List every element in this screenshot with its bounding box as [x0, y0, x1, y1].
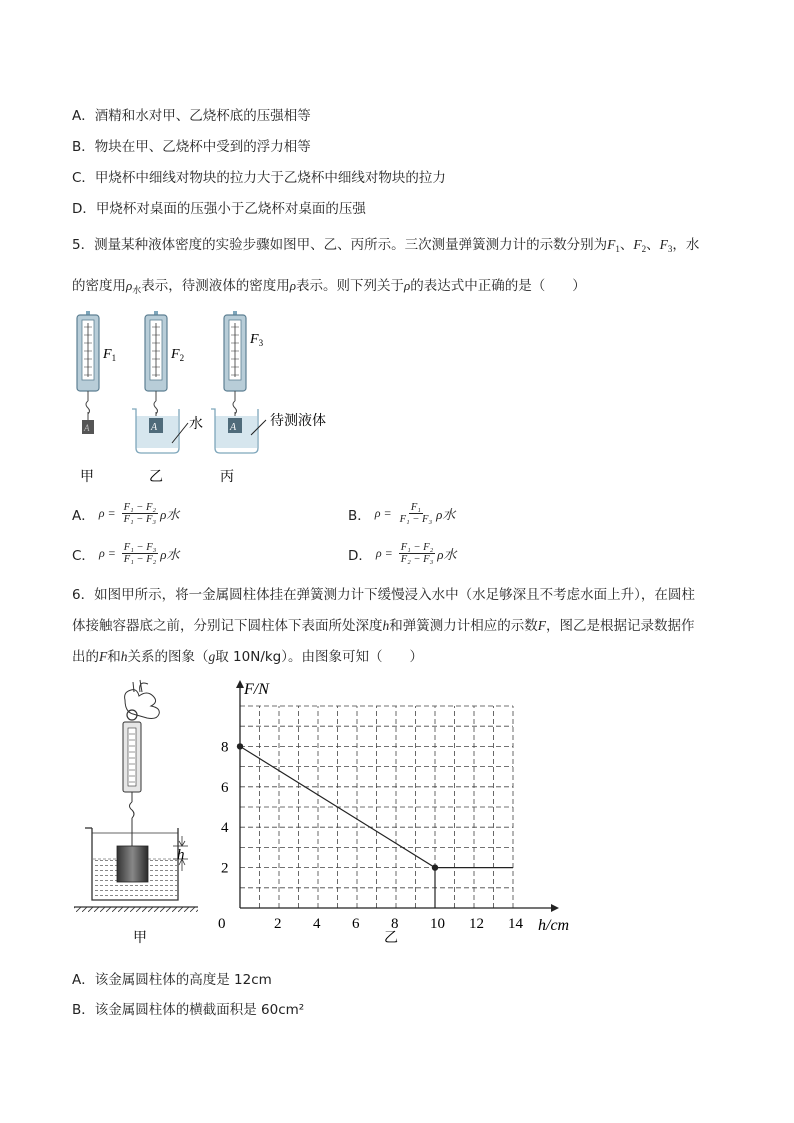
- chart-grid: [240, 706, 513, 908]
- data-point: [237, 743, 243, 749]
- y-tick-label: 8: [221, 739, 229, 756]
- chart-axes: [236, 680, 559, 912]
- h-label: h: [177, 847, 185, 863]
- q6-option-a: A．该金属圆柱体的高度是 12cm: [72, 972, 272, 988]
- label-f2: $F_2$: [171, 347, 185, 363]
- x-axis-arrow: [551, 904, 559, 912]
- x-tick-label: 10: [430, 916, 445, 932]
- x-tick-label: 14: [508, 916, 523, 932]
- label-water: 水: [189, 417, 203, 432]
- q6-chart: [212, 681, 570, 948]
- q4-option-d: D．甲烧杯对桌面的压强小于乙烧杯对桌面的压强: [72, 201, 366, 217]
- label-jia: 甲: [80, 470, 94, 485]
- q6-figure-jia: [70, 678, 210, 948]
- q4-option-c: C．甲烧杯中细线对物块的拉力大于乙烧杯中细线对物块的拉力: [72, 170, 446, 186]
- q5-option-c: C． ρ = $\frac{\text{F₁ − F₃}}{\text{F₁ − F₂}}$ ρ水: [72, 542, 180, 565]
- q6-stem-line2: 体接触容器底之前，分别记下圆柱体下表面所处深度h和弹簧测力计相应的示数F，图乙是根据记录数据作: [72, 618, 695, 634]
- spring-scale-yi: [145, 311, 167, 414]
- x-tick-label: 4: [313, 916, 321, 932]
- q5-option-b: B． ρ = $\frac{\text{F₁}}{\text{F₁ − F₃}}$ ρ水: [348, 502, 456, 525]
- x-tick-label: 12: [469, 916, 484, 932]
- y-axis-arrow: [236, 680, 244, 688]
- chart-ticks: [218, 739, 524, 932]
- chart-series: [237, 743, 513, 908]
- q5-option-a: A． ρ = $\frac{\text{F₁ − F₂}}{\text{F₁ − F₃}}$ ρ水: [72, 502, 180, 525]
- label-f3: $F_3$: [250, 332, 264, 348]
- spring-scale-jia: [77, 311, 99, 414]
- q5-figure: [60, 305, 360, 490]
- svg-text:A: A: [230, 422, 237, 433]
- x-tick-label: 6: [352, 916, 360, 932]
- metal-cylinder: [117, 846, 148, 882]
- q5-option-d: D． ρ = $\frac{\text{F₁ − F₂}}{\text{F₂ − F₃}}$ ρ水: [348, 542, 457, 565]
- chart-ylabel: F/N: [244, 681, 269, 698]
- y-tick-label: 6: [221, 779, 229, 796]
- hand-icon: [125, 690, 160, 719]
- x-tick-label: 8: [391, 916, 399, 932]
- data-point: [432, 864, 438, 870]
- chart-xlabel: h/cm: [538, 917, 570, 934]
- q6-stem-line1: 6．如图甲所示，将一金属圆柱体挂在弹簧测力计下缓慢浸入水中（水足够深且不考虑水面上升），在圆柱: [72, 587, 695, 603]
- q6-stem-line3: 出的F和h关系的图象（g取 10N/kg）。由图象可知（ ）: [72, 649, 424, 665]
- q4-option-a: A．酒精和水对甲、乙烧杯底的压强相等: [72, 108, 311, 124]
- svg-text:A: A: [151, 422, 158, 433]
- q5-stem-line2: 的密度用$\rho_水$表示，待测液体的密度用ρ表示。则下列关于ρ的表达式中正确的是（ ）: [72, 278, 586, 296]
- label-yi: 乙: [149, 470, 163, 485]
- label-liquid: 待测液体: [270, 414, 326, 429]
- label-yi: 乙: [384, 931, 398, 946]
- spring-scale-bing: [224, 311, 246, 414]
- y-tick-label: 2: [221, 860, 229, 877]
- y-tick-label: 4: [221, 820, 229, 837]
- q4-option-b: B．物块在甲、乙烧杯中受到的浮力相等: [72, 139, 311, 155]
- label-f1: $F_1$: [103, 347, 117, 363]
- q5-stem-line1: 5．测量某种液体密度的实验步骤如图甲、乙、丙所示。三次测量弹簧测力计的示数分别为$F_1$、$F_2$、$F_3$，水: [72, 237, 700, 254]
- block-label-jia: A: [84, 423, 90, 433]
- x-tick-label: 0: [218, 916, 226, 932]
- q6-option-b: B．该金属圆柱体的横截面积是 60cm²: [72, 1002, 305, 1018]
- label-jia: 甲: [133, 931, 147, 946]
- label-bing: 丙: [220, 470, 234, 485]
- x-tick-label: 2: [274, 916, 282, 932]
